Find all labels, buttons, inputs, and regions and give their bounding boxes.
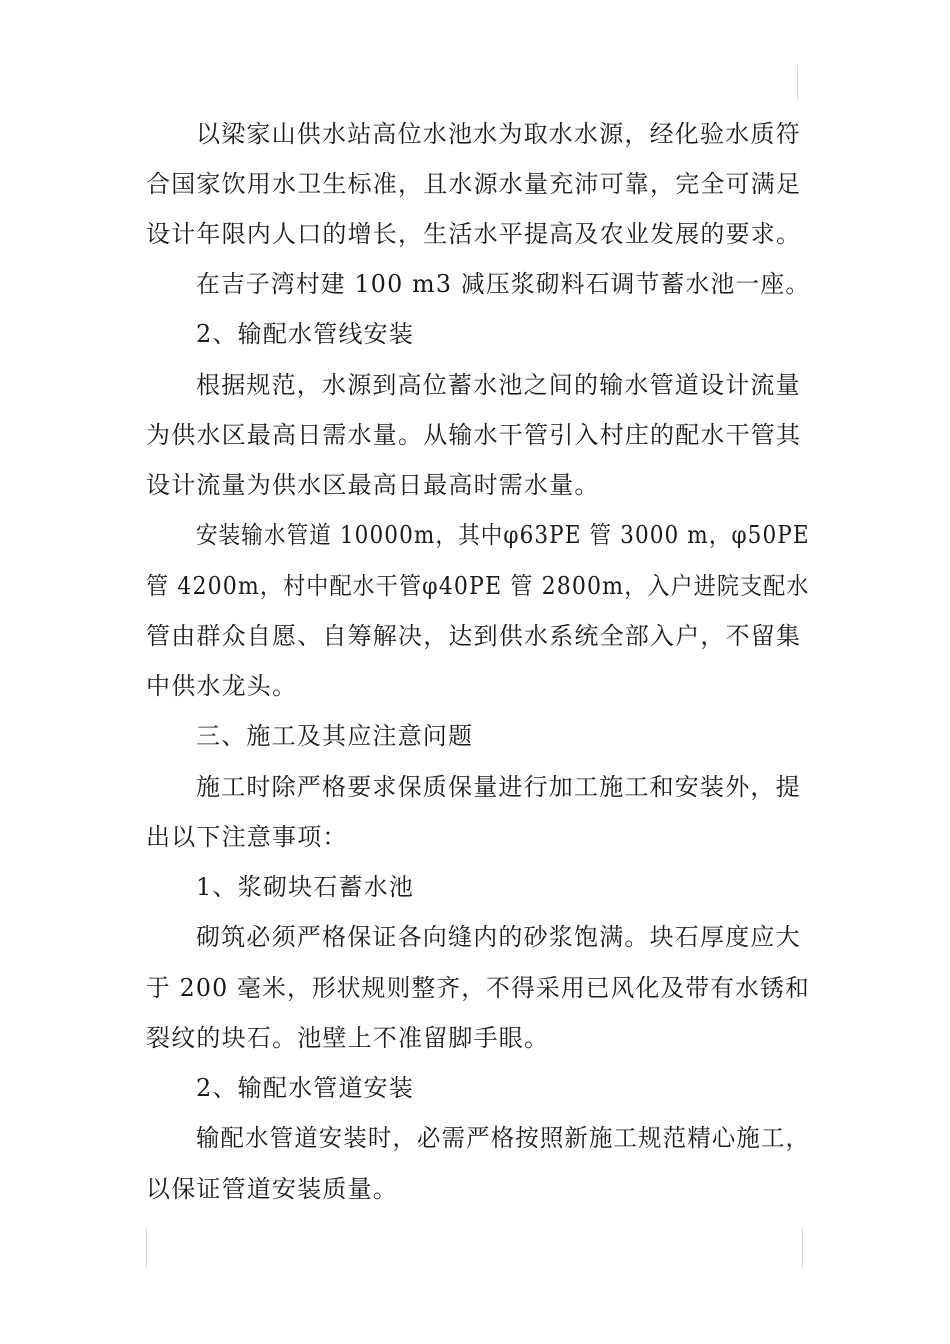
paragraph-line: 输配水管道安装时，必需严格按照新施工规范精心施工， <box>196 1124 810 1152</box>
paragraph-line: 砌筑必须严格保证各向缝内的砂浆饱满。块石厚度应大 <box>196 923 801 951</box>
page-corner-mark-bottom-right <box>802 1228 803 1268</box>
paragraph-line: 以保证管道安装质量。 <box>146 1175 398 1203</box>
paragraph-line: 管 4200m，村中配水干管φ40PE 管 2800m，入户进院支配水 <box>146 572 810 600</box>
paragraph-line: 施工时除严格要求保质保量进行加工施工和安装外，提 <box>196 773 801 801</box>
paragraph-line: 于 200 毫米，形状规则整齐，不得采用已风化及带有水锈和 <box>146 974 810 1002</box>
paragraph-line: 设计年限内人口的增长，生活水平提高及农业发展的要求。 <box>146 220 802 248</box>
page-corner-mark-top-right <box>797 66 798 100</box>
section-heading: 三、施工及其应注意问题 <box>196 722 474 750</box>
section-heading: 2、输配水管道安装 <box>196 1074 415 1102</box>
section-heading: 2、输配水管线安装 <box>196 320 415 348</box>
paragraph-line: 管由群众自愿、自筹解决，达到供水系统全部入户，不留集 <box>146 622 802 650</box>
page-corner-mark-bottom-left <box>146 1228 147 1268</box>
paragraph-line: 设计流量为供水区最高日最高时需水量。 <box>146 471 600 499</box>
section-heading: 1、浆砌块石蓄水池 <box>196 873 415 901</box>
paragraph-line: 中供水龙头。 <box>146 672 298 700</box>
paragraph-line: 以梁家山供水站高位水池水为取水水源，经化验水质符 <box>196 120 801 148</box>
paragraph-line: 安装输水管道 10000m，其中φ63PE 管 3000 m，φ50PE <box>196 521 810 549</box>
paragraph-line: 裂纹的块石。池壁上不准留脚手眼。 <box>146 1024 550 1052</box>
paragraph-line: 出以下注意事项： <box>146 823 348 851</box>
paragraph-line: 根据规范，水源到高位蓄水池之间的输水管道设计流量 <box>196 371 801 399</box>
paragraph-line: 合国家饮用水卫生标准，且水源水量充沛可靠，完全可满足 <box>146 170 802 198</box>
paragraph-line: 为供水区最高日需水量。从输水干管引入村庄的配水干管其 <box>146 421 802 449</box>
paragraph-line: 在吉子湾村建 100 m3 减压浆砌料石调节蓄水池一座。 <box>196 270 811 298</box>
